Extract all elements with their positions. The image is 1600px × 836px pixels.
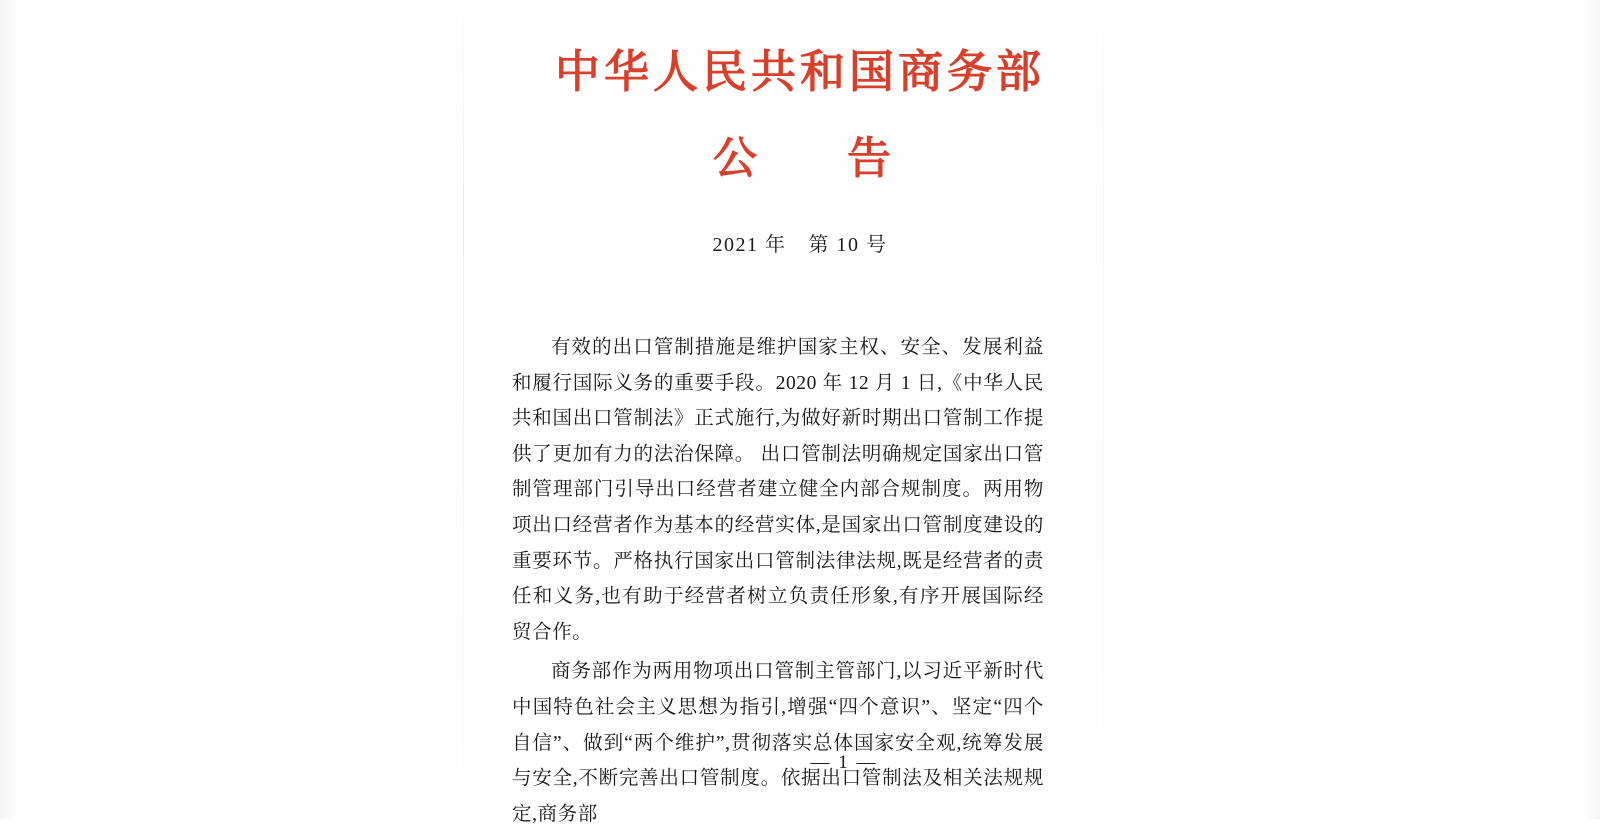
announcement-heading — [0, 122, 1600, 186]
ministry-title: 中华人民共和国商务部 — [554, 45, 1045, 98]
issue-line — [0, 228, 1600, 257]
masthead — [0, 44, 1600, 100]
announcement-heading-label: 公告 — [713, 133, 981, 184]
issue-number: 第 10 号 — [808, 234, 888, 256]
paragraph-1: 有效的出口管制措施是维护国家主权、安全、发展利益和履行国际义务的重要手段。2020 年 12 月 1 日,《中华人民共和国出口管制法》正式施行,为做好新时期出口管制工作提供了更加有力的法治保障。 出口管制法明确规定国家出口管制管理部门引导出口经营者建立健全内部合规制度。两用物项出口经营者作为基本的经营实体,是国家出口管制度建设的重要环节。严格执行国家出口管制法律法规,既是经营者的责任和义务,也有助于经营者树立负责任形象,有序开展国际经贸合作。 — [512, 337, 1044, 643]
issue-year: 2021 年 — [712, 234, 787, 256]
page-footer — [0, 752, 1600, 774]
paragraph-2: 商务部作为两用物项出口管制主管部门,以习近平新时代中国特色社会主义思想为指引,增强“四个意识”、坚定“四个自信”、做到“两个维护”,贯彻落实总体国家安全观,统筹发展与安全,不断完善出口管制度。依据出口管制法及相关法规规定,商务部 — [512, 661, 1044, 825]
page-number-label: — 1 — — [810, 752, 878, 773]
